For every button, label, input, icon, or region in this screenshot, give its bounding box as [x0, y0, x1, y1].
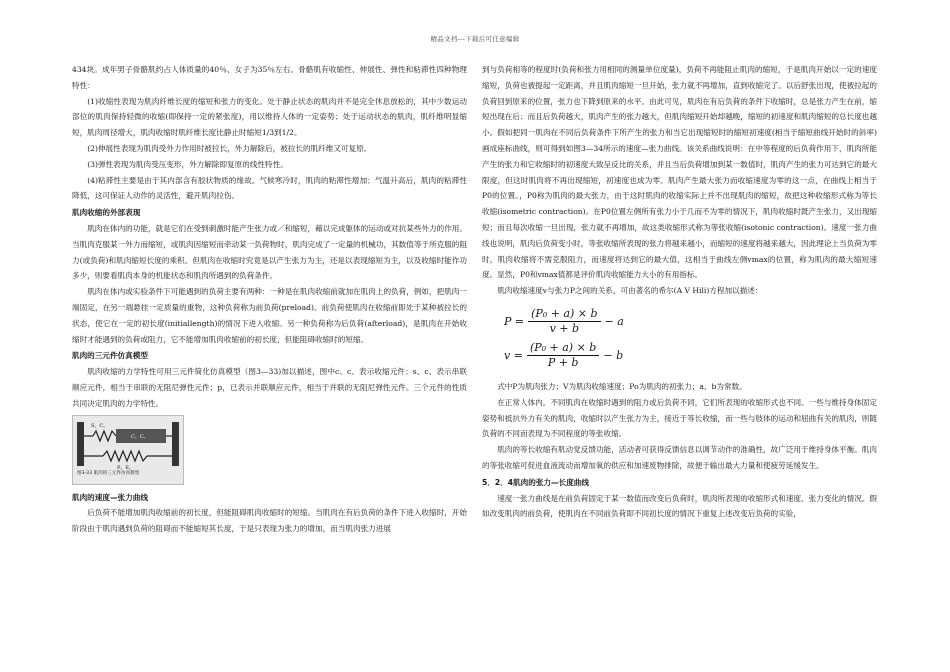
formula-denominator: P + b	[547, 356, 579, 370]
section-heading: 5．2．4肌肉的张力—长度曲线	[482, 477, 589, 487]
figure-caption: 图3-33 肌肉的三元件仿真模型	[77, 470, 140, 476]
formula-denominator: v + b	[549, 322, 580, 336]
paragraph: 肌肉收缩的力学特性可用三元件简化仿真模型（图3—33)加以描述，图中c、c、表示收缩元件；s、c、表示串联顺应元件，相当于串联的无阻尼弹性元件；p，已表示并联顺应元件，相当于并联的无阻尼弹性元件。三个元件的性质共同决定肌肉的力学特性。	[72, 367, 467, 408]
paragraph: (3)弹性表现为肌肉受压变形，外力解除即复原的线性特性。	[87, 159, 288, 169]
formula-fraction	[527, 341, 599, 370]
page-header: 精品文档---下载后可任意编辑	[430, 35, 520, 43]
paragraph: 速度一张力曲线是在前负荷固定于某一数值而改变后负荷时，肌肉所表现的收缩形式和速度、张力变化的情况。假如改变肌肉的前负荷，使肌肉在不同前负荷即不同初长度的情况下重复上述改变后负荷的实验，	[482, 493, 877, 519]
formula-fraction	[528, 307, 600, 336]
series-spring	[93, 431, 116, 441]
paragraph: 肌肉在体内的功能，就是它们在受到刺激时能产生张力或／和缩短，藉以完成躯体的运动或对抗某些外力的作用。当肌肉克服某一外力而缩短，或肌肉因缩短而牵动某一负荷物时，肌肉完成了一定量的机械功，其数值等于所克服的阻力(或负荷)和肌肉缩短长度的乘积。但肌肉在收缩时究竟是以产生张力为主，还是以表现缩短为主，以及收缩时能作功多少，则要看肌肉本身的机能状态和肌肉所遇到的负荷条件。	[72, 223, 467, 281]
formula-lhs: v =	[504, 349, 523, 363]
paragraph: 后负荷不能增加肌肉收缩前的初长度，但能阻碍肌肉收缩时的短缩。当肌肉在有后负荷的条件下进入收缩时，开始阶段由于肌肉遇到负荷的阻碍而不能缩短其长度，于是只表现为张力的增加，而当肌肉张力进展	[72, 508, 467, 534]
formula-row	[504, 339, 877, 373]
formula-tail: − a	[604, 315, 624, 329]
paragraph: 肌肉收缩速度v与张力P之间的关系，可由著名的希尔(A V Hili)方程加以描述：	[497, 286, 763, 296]
label-sc: S。C。	[91, 422, 109, 429]
section-heading: 肌肉的三元件仿真模型	[72, 351, 148, 361]
formula-lhs: P =	[504, 315, 525, 329]
left-wall	[77, 422, 84, 466]
paragraph: 到与负荷相等的程度时(负荷和张力用相同的测量单位度量)，负荷不再能阻止肌肉的缩短，于是肌肉开始以一定的速度缩短，负荷也被提起一定距离，并且肌肉缩短一旦开始，张力就不再增加，直到收缩完了。以后舒张出现，使被拉起的负荷回到原来的位置，张力也下降到原来的水平。由此可见，肌肉在有后负荷的条件下收缩时，总是张力产生在前，缩短出现在后；而且后负荷越大，肌肉产生的张力越大，但肌肉缩短开始却越晚，缩短的初速度和肌肉缩短的总长度也越小。假如把同一肌肉在不同后负荷条件下所产生的张力和当它出现缩短时的缩短初速度(相当于缩短曲线开始时的斜率)画成座标曲线，则可得到如图3—34所示的速度—张力曲线。该关系曲线说明：在中等程度的后负荷作用下，肌肉所能产生的张力和它收缩时的初速度大致呈反比的关系，并且当后负荷增加到某一数值时，肌肉产生的张力可达到它的最大限度，但这时肌肉将不再出现缩短，初速度也成为零。肌肉产生最大张力而收缩速度为零的这一点，在曲线上相当于P0的位置。，P0称为肌肉的最大张力，由于这时肌肉的收缩实际上并不出现肌肉的缩短，故把这种收缩形式称为等长收缩(isometric contraction)。在P0位置左侧所有张力小于几而不为零的情况下，肌肉收缩时既产生张力，又出现缩短；而且每次收缩一旦出现，张力就不再增加，故这类收缩形式称为等张收缩(isotonic contraction)。速度一张力曲线也说明，肌肉后负荷变小时，等张收缩所表现的张力将越来越小，而缩短的速度将越来越大，因此理论上当负荷为零时，肌肉收缩将不需克服阻力，而速度将达到它的最大值，这相当于曲线左侧vmax的位置，称为肌肉的最大缩短速度。显然，P0和vmax值都是评价肌肉收缩能力大小的有用指标。	[482, 65, 877, 280]
right-wall	[172, 422, 179, 466]
paragraph: (4)粘滞性主要是由于其内部含有胶状物质的缘故。气候寒冷时，肌肉的粘滞性增加；气温升高后，肌肉的粘滞性降低，这可保证人动作的灵活性，避开肌肉拉伤。	[72, 175, 467, 201]
paragraph: 肌肉的等长收缩有肌动觉反馈功能，活动者可获得反馈信息以调节动作的准确性，故广泛用于维持身体平衡。肌肉的等张收缩可促进血液流动而增加氧的供应和加速废物排除，故便于输出最大力量和使疲劳延缓发生。	[482, 445, 877, 470]
formula-row	[504, 305, 877, 339]
parallel-spring	[103, 451, 147, 461]
paragraph: 式中P为肌肉张力；V为肌肉收缩速度；Po为肌肉的初张力；a、b为常数。	[497, 381, 747, 391]
left-column	[72, 62, 467, 537]
right-column	[482, 62, 877, 522]
paragraph: 在正常人体内，不同肌肉在收缩时遇到的阻力或后负荷不同，它们所表现的收缩形式也不同。一些与维持身体固定姿势和抵抗外力有关的肌肉，收缩时以产生张力为主，接近于等长收缩，而一些与肢体的运动和屈曲有关的肌肉，则随负荷的不同而表现为不同程度的等张收缩。	[482, 397, 877, 439]
section-heading: 肌肉的速度—张力曲线	[72, 492, 148, 502]
section-heading: 肌肉收缩的外部表现	[72, 208, 141, 218]
formula-tail: − b	[603, 349, 624, 363]
formula-numerator: (P₀ + a) × b	[527, 341, 599, 356]
paragraph: 肌肉在体内或实验条件下可能遇到的负荷主要有两种：一种是在肌肉收缩前就加在肌肉上的负荷，例如，把肌肉一端固定，在另一端悬挂一定质量的重物，这种负荷称为前负荷(preload)。前负荷使肌肉在收缩前即处于某种被拉长的状态，使它在一定的初长度(initiallength)的情况下进入收缩。另一种负荷称为后负荷(afterload)，是肌肉在开始收缩时才能遇到的负荷或阻力，它不能增加肌肉收缩前的初长度，但能阻碍收缩时的短缩。	[72, 287, 467, 344]
label-pe: P。E。	[117, 464, 135, 471]
label-cc: C。C。	[131, 433, 149, 440]
paragraph: (1)收缩性表现为肌肉纤维长度的缩短和张力的变化。处于静止状态的肌肉并不是完全休息放松的，其中少数运动部位的肌肉保持轻微的收缩(即保持一定的紧张度)，用以维持人体的一定姿势；处于运动状态的肌肉，肌纤维明显缩短，肌肉周径增大，肌肉收缩时肌纤维长度比静止时缩短1/3到1/2。	[72, 96, 467, 138]
three-element-model-figure	[72, 415, 184, 485]
paragraph: 434块。成年男子骨骼肌约占人体质量的40％、女子为35％左右。骨骼肌有收缩性、伸展性、弹性和粘滞性四种物理特性：	[72, 65, 467, 90]
hill-equation	[504, 305, 877, 373]
paragraph: (2)伸展性表现为肌肉受外力作用时被拉长，外力解除后，被拉长的肌纤维又可复原。	[87, 143, 372, 153]
formula-numerator: (P₀ + a) × b	[528, 307, 600, 322]
